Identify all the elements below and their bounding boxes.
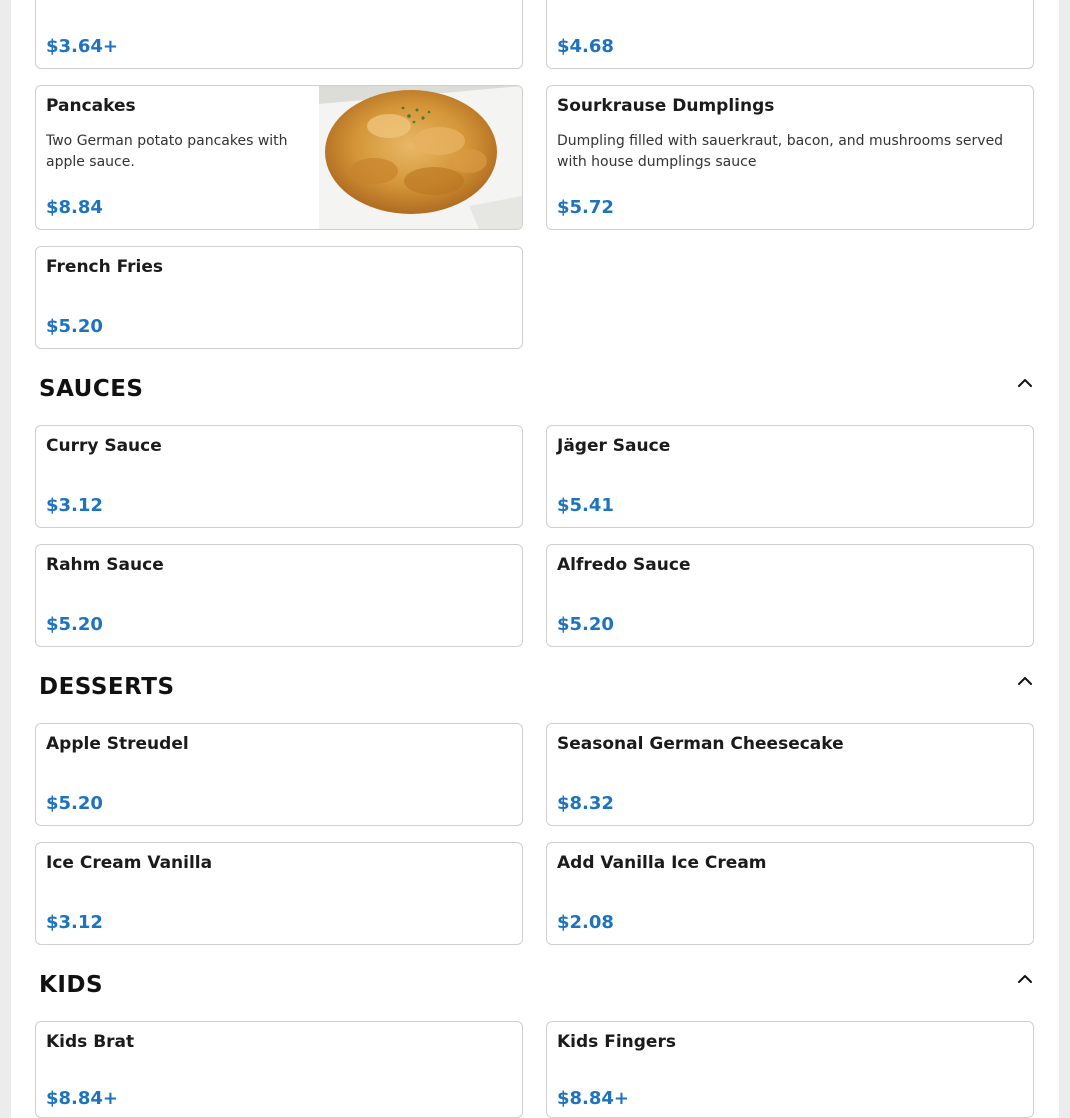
item-name: Apple Streudel xyxy=(46,734,189,754)
item-price: $4.68 xyxy=(557,36,614,57)
menu-item-kids-fingers[interactable] xyxy=(546,1021,1034,1118)
item-name: Seasonal German Cheesecake xyxy=(557,734,844,754)
section-title-kids: KIDS xyxy=(39,972,104,998)
item-price: $5.72 xyxy=(557,197,614,218)
item-price: $8.84 xyxy=(46,197,103,218)
item-price: $3.12 xyxy=(46,912,103,933)
item-price: $8.84+ xyxy=(557,1088,630,1109)
item-price: $5.20 xyxy=(46,793,103,814)
item-price: $8.84+ xyxy=(46,1088,119,1109)
menu-item-card[interactable] xyxy=(35,0,523,69)
item-name: Pancakes xyxy=(46,96,136,116)
menu-item-kids-brat[interactable] xyxy=(35,1021,523,1118)
menu-item-card[interactable] xyxy=(546,0,1034,69)
menu-item-add-vanilla-ice-cream[interactable] xyxy=(546,842,1034,945)
item-price: $5.20 xyxy=(557,614,614,635)
menu-item-ice-cream-vanilla[interactable] xyxy=(35,842,523,945)
item-price: $8.32 xyxy=(557,793,614,814)
section-title-sauces: SAUCES xyxy=(39,376,144,402)
menu-item-seasonal-german-cheesecake[interactable] xyxy=(546,723,1034,826)
item-price: $5.20 xyxy=(46,614,103,635)
item-name: Ice Cream Vanilla xyxy=(46,853,213,873)
item-price: $3.64+ xyxy=(46,36,119,57)
item-price: $3.12 xyxy=(46,495,103,516)
item-description: Dumpling filled with sauerkraut, bacon, and mushrooms served with house dumplings sauce xyxy=(557,133,1004,170)
menu-item-pancakes[interactable] xyxy=(35,85,523,230)
item-name: Kids Fingers xyxy=(557,1032,676,1052)
item-name: Jäger Sauce xyxy=(557,436,671,456)
item-name: Kids Brat xyxy=(46,1032,135,1052)
menu-page xyxy=(11,0,1059,1118)
item-price: $5.41 xyxy=(557,495,614,516)
item-name: Rahm Sauce xyxy=(46,555,164,575)
item-name: French Fries xyxy=(46,257,164,277)
item-price: $5.20 xyxy=(46,316,103,337)
menu-item-sourkrause-dumplings[interactable] xyxy=(546,85,1034,230)
chevron-up-icon[interactable] xyxy=(1015,373,1035,393)
chevron-up-icon[interactable] xyxy=(1015,671,1035,691)
menu-item-alfredo-sauce[interactable] xyxy=(546,544,1034,647)
menu-item-apple-streudel[interactable] xyxy=(35,723,523,826)
potato-pancake-photo xyxy=(319,86,522,229)
item-name: Curry Sauce xyxy=(46,436,162,456)
menu-item-french-fries[interactable] xyxy=(35,246,523,349)
menu-item-jager-sauce[interactable] xyxy=(546,425,1034,528)
chevron-up-icon[interactable] xyxy=(1015,969,1035,989)
item-description: Two German potato pancakes with apple sauce. xyxy=(46,133,288,170)
menu-item-rahm-sauce[interactable] xyxy=(35,544,523,647)
item-price: $2.08 xyxy=(557,912,614,933)
section-title-desserts: DESSERTS xyxy=(39,674,175,700)
item-name: Sourkrause Dumplings xyxy=(557,96,775,116)
item-name: Alfredo Sauce xyxy=(557,555,691,575)
menu-item-curry-sauce[interactable] xyxy=(35,425,523,528)
item-name: Add Vanilla Ice Cream xyxy=(557,853,767,873)
